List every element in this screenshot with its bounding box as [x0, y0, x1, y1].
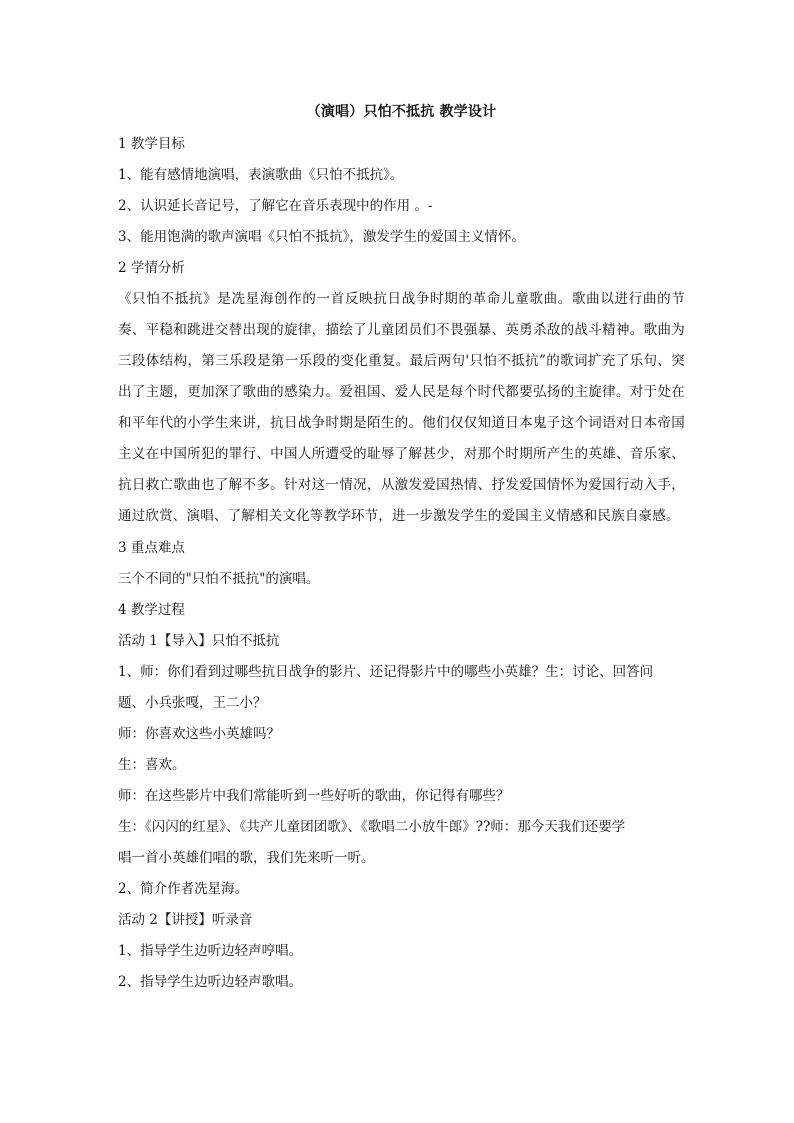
activity-1-dialog-line-1: 1、师：你们看到过哪些抗日战争的影片、还记得影片中的哪些小英雄？生：讨论、回答问 [118, 664, 654, 680]
section-heading-analysis: 2 学情分析 [118, 260, 185, 276]
activity-1-question-2: 师：你喜欢这些小英雄吗？ [118, 726, 280, 742]
section-heading-process: 4 教学过程 [118, 602, 185, 618]
activity-1-answer-3-line-1: 生：《闪闪的红星》、《共产儿童团团歌》、《歌唱二小放牛郎》??师：那今天我们还要学 [118, 819, 626, 835]
activity-1-dialog-line-2: 题、小兵张嘎，王二小？ [118, 695, 267, 711]
goal-item-1: 1、能有感情地演唱，表演歌曲《只怕不抵抗》。 [118, 167, 404, 183]
document-title: （演唱）只怕不抵抗 教学设计 [306, 104, 497, 120]
activity-1-question-3: 师：在这些影片中我们常能听到一些好听的歌曲，你记得有哪些？ [118, 788, 510, 804]
goal-item-2: 2、认识延长音记号，了解它在音乐表现中的作用 。- [118, 198, 433, 214]
activity-2-step-1: 1、指导学生边听边轻声哼唱。 [118, 943, 303, 959]
goal-item-3: 3、能用饱满的歌声演唱《只怕不抵抗》，激发学生的爱国主义情怀。 [118, 229, 525, 245]
activity-2-heading: 活动 2【讲授】听录音 [118, 912, 253, 928]
activity-1-answer-3-line-2: 唱一首小英雄们唱的歌，我们先来听一听。 [118, 850, 375, 866]
activity-2-step-2: 2、指导学生边听边轻声歌唱。 [118, 974, 303, 990]
document-page [118, 102, 685, 1003]
section-heading-goals: 1 教学目标 [118, 136, 185, 152]
section-heading-keypoints: 3 重点难点 [118, 540, 185, 556]
keypoints-text: 三个不同的"只怕不抵抗"的演唱。 [118, 571, 320, 587]
analysis-paragraph: 《只怕不抵抗》是冼星海创作的一首反映抗日战争时期的革命儿童歌曲。歌曲以进行曲的节奏、平稳和跳进交替出现的旋律，描绘了儿童团员们不畏强暴、英勇杀敌的战斗精神。歌曲为三段体结构，第三乐段是第一乐段的变化重复。最后两句'只怕不抵抗”的歌词扩充了乐句、突出了主题，更加深了歌曲的感染力。爱祖国、爱人民是每个时代都要弘扬的主旋律。对于处在和平年代的小学生来讲，抗日战争时期是陌生的。他们仅仅知道日本鬼子这个词语对日本帝国主义在中国所犯的罪行、中国人所遭受的耻辱了解甚少，对那个时期所产生的英雄、音乐家、抗日救亡歌曲也了解不多。针对这一情况，从激发爱国热情、抒发爱国情怀为爱国行动入手，通过欣赏、演唱、了解相关文化等教学环节，进一步激发学生的爱国主义情感和民族自豪感。 [118, 291, 685, 524]
activity-1-answer-2: 生：喜欢。 [118, 757, 186, 773]
activity-1-heading: 活动 1【导入】只怕不抵抗 [118, 633, 280, 649]
activity-1-step-2: 2、简介作者冼星海。 [118, 881, 249, 897]
